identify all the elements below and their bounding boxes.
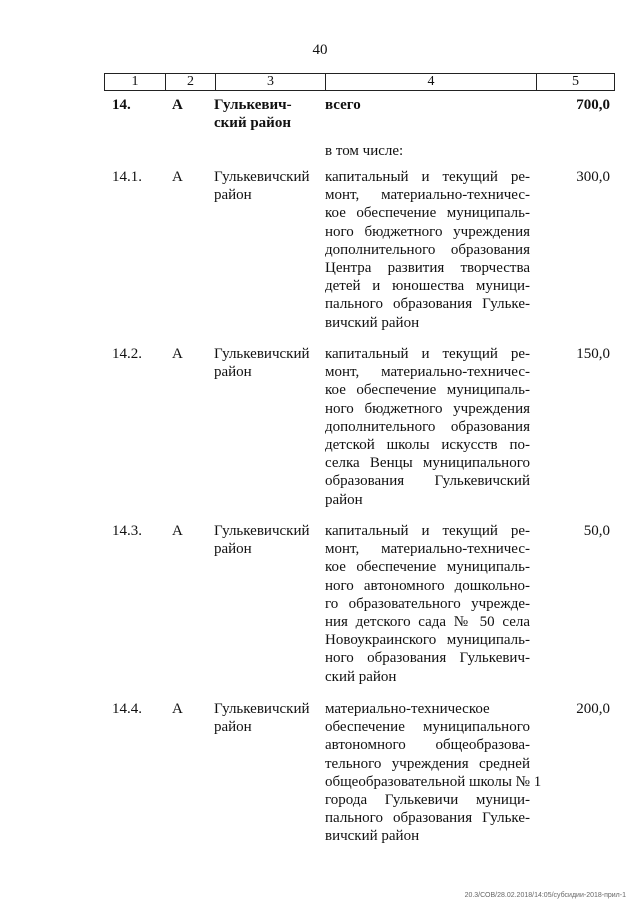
description-line: капитальный и текущий ре- xyxy=(325,169,530,185)
row-category: А xyxy=(172,523,183,539)
description-line: ного образования Гулькевич- xyxy=(325,650,530,667)
district-line: Гулькевичский xyxy=(214,346,310,362)
description-line: материально-техническое xyxy=(325,701,490,717)
description-line: города Гулькевичи муници- xyxy=(325,792,530,809)
row-description xyxy=(325,700,542,846)
page-number: 40 xyxy=(312,42,328,58)
row-amount: 300,0 xyxy=(576,169,610,185)
header-col-5: 5 xyxy=(536,74,614,90)
total-amount: 700,0 xyxy=(576,97,610,113)
row-description xyxy=(325,345,530,509)
table-header xyxy=(104,73,615,91)
description-line: кое обеспечение муниципаль- xyxy=(325,559,530,576)
description-line: пального образования Гульке- xyxy=(325,296,530,313)
header-col-1: 1 xyxy=(131,74,139,89)
row-district xyxy=(214,700,314,736)
description-line: пального образования Гульке- xyxy=(325,810,530,827)
header-col-3: 3 xyxy=(215,74,325,90)
description-line: детской школы искусств по- xyxy=(325,437,530,454)
district-line: район xyxy=(214,719,252,736)
row-category: А xyxy=(172,346,183,362)
description-line: селка Венцы муниципального xyxy=(325,455,530,472)
including-label: в том числе: xyxy=(325,143,404,159)
row-district xyxy=(214,522,314,558)
description-line: ский район xyxy=(325,668,397,685)
description-line: ного автономного дошкольно- xyxy=(325,577,530,594)
footer-code: 20.3/СОВ/28.02.2018/14:05/субсидии-2018-прил-1 xyxy=(464,892,626,899)
description-line: Новоукраинского муниципаль- xyxy=(325,632,530,649)
total-number: 14. xyxy=(112,97,131,113)
description-line: ния детского сада № 50 села xyxy=(325,614,530,631)
row-district xyxy=(214,168,314,204)
description-line: общеобразовательной школы № 1 xyxy=(325,773,542,790)
description-line: тельного учреждения средней xyxy=(325,755,530,772)
description-line: дополнительного образования xyxy=(325,241,530,258)
district-line: ский район xyxy=(214,115,291,132)
total-label: всего xyxy=(325,97,361,113)
district-line: Гулькевичский xyxy=(214,169,310,185)
description-line: образования Гулькевичский xyxy=(325,473,530,490)
row-amount: 150,0 xyxy=(576,346,610,362)
header-col-2: 2 xyxy=(165,74,215,90)
description-line: Центра развития творчества xyxy=(325,260,530,277)
row-description xyxy=(325,168,530,332)
total-category: А xyxy=(172,97,183,113)
description-line: вичский район xyxy=(325,828,420,845)
description-line: монт, материально-техничес- xyxy=(325,187,530,204)
description-line: ного бюджетного учреждения xyxy=(325,223,530,240)
district-line: район xyxy=(214,364,252,381)
description-line: капитальный и текущий ре- xyxy=(325,523,530,539)
district-line: Гулькевич- xyxy=(214,97,292,113)
description-line: монт, материально-техничес- xyxy=(325,364,530,381)
description-line: вичский район xyxy=(325,314,420,331)
description-line: ного бюджетного учреждения xyxy=(325,400,530,417)
description-line: автономного общеобразова- xyxy=(325,737,530,754)
total-district xyxy=(214,96,314,132)
row-number: 14.4. xyxy=(112,701,142,717)
row-amount: 50,0 xyxy=(583,523,610,539)
description-line: монт, материально-техничес- xyxy=(325,541,530,558)
district-line: район xyxy=(214,187,252,204)
row-number: 14.1. xyxy=(112,169,142,185)
description-line: район xyxy=(325,491,363,508)
description-line: го образовательного учрежде- xyxy=(325,595,530,612)
row-description xyxy=(325,522,530,686)
description-line: кое обеспечение муниципаль- xyxy=(325,205,530,222)
description-line: дополнительного образования xyxy=(325,418,530,435)
row-amount: 200,0 xyxy=(576,701,610,717)
row-number: 14.2. xyxy=(112,346,142,362)
district-line: Гулькевичский xyxy=(214,701,310,717)
row-category: А xyxy=(172,701,183,717)
row-number: 14.3. xyxy=(112,523,142,539)
header-col-4: 4 xyxy=(325,74,536,90)
description-line: кое обеспечение муниципаль- xyxy=(325,382,530,399)
row-category: А xyxy=(172,169,183,185)
description-line: капитальный и текущий ре- xyxy=(325,346,530,362)
row-district xyxy=(214,345,314,381)
district-line: район xyxy=(214,541,252,558)
district-line: Гулькевичский xyxy=(214,523,310,539)
description-line: обеспечение муниципального xyxy=(325,719,530,736)
description-line: детей и юношества муници- xyxy=(325,278,530,295)
